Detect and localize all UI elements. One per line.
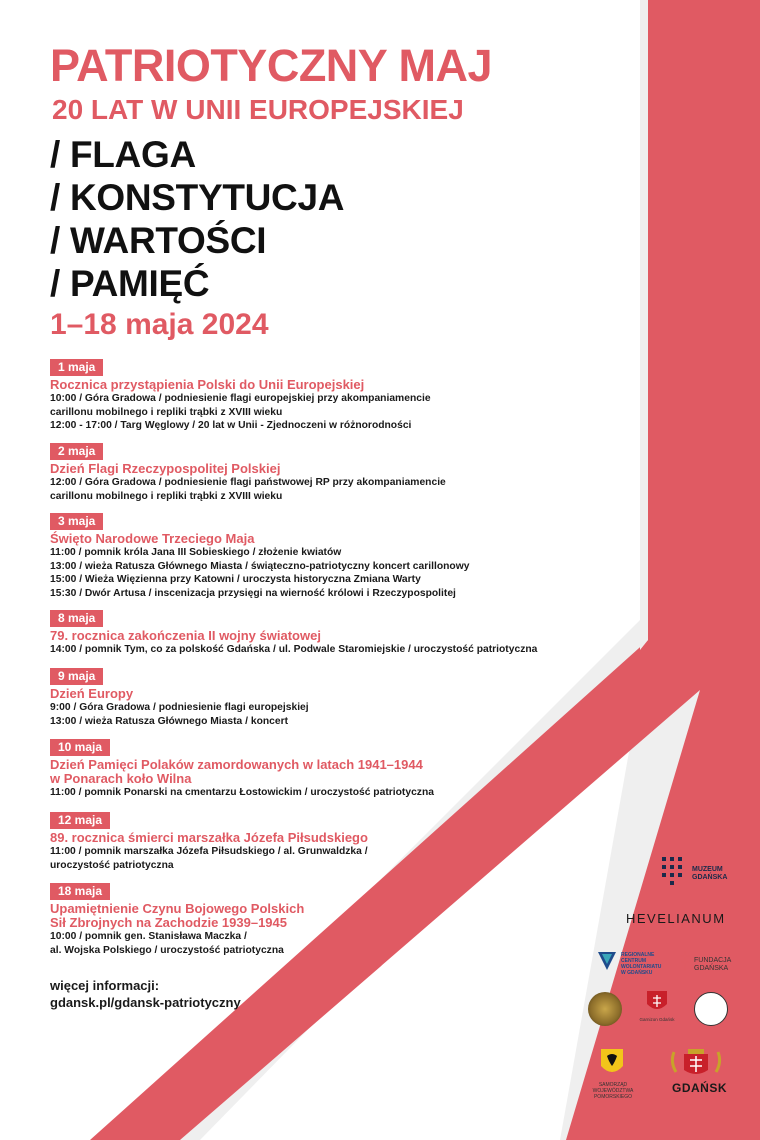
- date-badge: 8 maja: [50, 610, 103, 627]
- round-seal-icon: [694, 992, 728, 1026]
- event-line: 13:00 / wieża Ratusza Głównego Miasta / koncert: [50, 715, 289, 727]
- event-1-may: [50, 358, 650, 433]
- event-18-may: [50, 882, 650, 957]
- museum-gdansk-name: [692, 866, 727, 882]
- rcw-line: REGIONALNE: [621, 952, 655, 958]
- event-line: al. Wojska Polskiego / uroczystość patriotyczna: [50, 944, 284, 956]
- event-line: 15:00 / Wieża Więzienna przy Katowni / uroczysta historyczna Zmiana Warty: [50, 574, 421, 585]
- event-line: 13:00 / wieża Ratusza Głównego Miasta / świąteczno-patriotyczny koncert carillonowy: [50, 560, 470, 572]
- fundacja-line: GDAŃSKA: [694, 965, 729, 972]
- event-title: 89. rocznica śmierci marszałka Józefa Piłsudskiego: [50, 830, 368, 845]
- event-line: uroczystość patriotyczna: [50, 859, 174, 871]
- event-line: 12:00 - 17:00 / Targ Węglowy / 20 lat w Unii - Zjednoczeni w różnorodności: [50, 420, 412, 431]
- event-line: 11:00 / pomnik Ponarski na cmentarzu Łostowickim / uroczystość patriotyczna: [50, 787, 434, 798]
- event-line: 11:00 / pomnik marszałka Józefa Piłsudskiego / al. Grunwaldzka /: [50, 846, 368, 857]
- fundacja-line: FUNDACJA: [694, 957, 732, 964]
- pomorskie-crest-icon: [600, 1048, 624, 1078]
- event-line: 11:00 / pomnik króla Jana III Sobieskiego / złożenie kwiatów: [50, 547, 342, 558]
- museum-line: GDAŃSKA: [692, 874, 728, 881]
- event-dates: 1–18 maja 2024: [50, 308, 269, 341]
- event-line: 14:00 / pomnik Tym, co za polskość Gdańska / ul. Podwale Staromiejskie / uroczystość patriotyczna: [50, 644, 538, 655]
- event-line: 10:00 / pomnik gen. Stanisława Maczka /: [50, 931, 247, 942]
- date-badge: 12 maja: [50, 812, 110, 829]
- rcw-line: WOLONTARIATU: [621, 964, 662, 970]
- event-2-may: [50, 442, 650, 503]
- samorzad-line: SAMORZĄD: [598, 1082, 628, 1088]
- fundacja-gdanska-logo-icon: [678, 950, 692, 972]
- event-9-may: [50, 667, 650, 728]
- more-info: [50, 977, 241, 1011]
- gdansk-logo-text: GDAŃSK: [672, 1081, 728, 1095]
- date-badge: 3 maja: [50, 513, 103, 530]
- event-line: 12:00 / Góra Gradowa / podniesienie flagi państwowej RP przy akompaniamencie: [50, 477, 446, 488]
- garnizon-name: Garnizon Gdańsk: [639, 1017, 675, 1022]
- event-12-may: [50, 811, 650, 872]
- rcw-line: W GDAŃSKU: [621, 970, 653, 976]
- date-badge: 2 maja: [50, 443, 103, 460]
- event-3-may: [50, 512, 650, 600]
- theme-memory: / PAMIĘĆ: [50, 263, 210, 304]
- seal-emblem-icon: [588, 992, 622, 1026]
- event-title: Upamiętnienie Czynu Bojowego Polskich: [50, 901, 305, 916]
- more-info-link[interactable]: gdansk.pl/gdansk-patriotyczny: [50, 995, 241, 1010]
- theme-values: / WARTOŚCI: [50, 220, 267, 261]
- event-title: Dzień Pamięci Polaków zamordowanych w latach 1941–1944: [50, 757, 423, 772]
- event-line: 15:30 / Dwór Artusa / inscenizacja przysięgi na wierność królowi i Rzeczypospolitej: [50, 587, 456, 599]
- rcw-name: [621, 952, 661, 976]
- event-title: Dzień Europy: [50, 686, 134, 701]
- event-line: 10:00 / Góra Gradowa / podniesienie flagi europejskiej przy akompaniamencie: [50, 393, 431, 404]
- event-line: carillonu mobilnego i repliki trąbki z XVIII wieku: [50, 406, 283, 418]
- theme-constitution: / KONSTYTUCJA: [50, 177, 345, 218]
- date-badge: 10 maja: [50, 739, 110, 756]
- event-line: carillonu mobilnego i repliki trąbki z XVIII wieku: [50, 490, 283, 502]
- event-title: Sił Zbrojnych na Zachodzie 1939–1945: [50, 915, 287, 930]
- more-info-label: więcej informacji:: [50, 978, 160, 993]
- date-badge: 9 maja: [50, 668, 103, 685]
- gdansk-crest-icon: [666, 1048, 726, 1080]
- theme-flag: / FLAGA: [50, 134, 196, 175]
- rcw-logo-icon: [596, 950, 618, 972]
- event-title: 79. rocznica zakończenia II wojny światowej: [50, 628, 321, 643]
- event-title: w Ponarach koło Wilna: [50, 771, 192, 786]
- date-badge: 18 maja: [50, 883, 110, 900]
- poster-title: PATRIOTYCZNY MAJ: [50, 40, 493, 91]
- samorzad-name: [576, 1082, 650, 1100]
- event-title: Rocznica przystąpienia Polski do Unii Europejskiej: [50, 377, 365, 392]
- poster-subtitle: 20 LAT W UNII EUROPEJSKIEJ: [52, 94, 464, 125]
- samorzad-line: WOJEWÓDZTWA POMORSKIEGO: [592, 1088, 634, 1100]
- event-title: Dzień Flagi Rzeczypospolitej Polskiej: [50, 461, 281, 476]
- garnizon-shield-icon: [646, 990, 668, 1014]
- fundacja-name: [694, 957, 731, 973]
- museum-line: MUZEUM: [692, 866, 723, 873]
- event-title: Święto Narodowe Trzeciego Maja: [50, 531, 255, 546]
- rcw-line: CENTRUM: [621, 958, 646, 964]
- event-10-may: [50, 738, 650, 800]
- date-badge: 1 maja: [50, 359, 103, 376]
- hevelianum-logo: HEVELIANUM: [626, 911, 726, 926]
- event-8-may: [50, 609, 650, 657]
- event-line: 9:00 / Góra Gradowa / podniesienie flagi europejskiej: [50, 702, 309, 713]
